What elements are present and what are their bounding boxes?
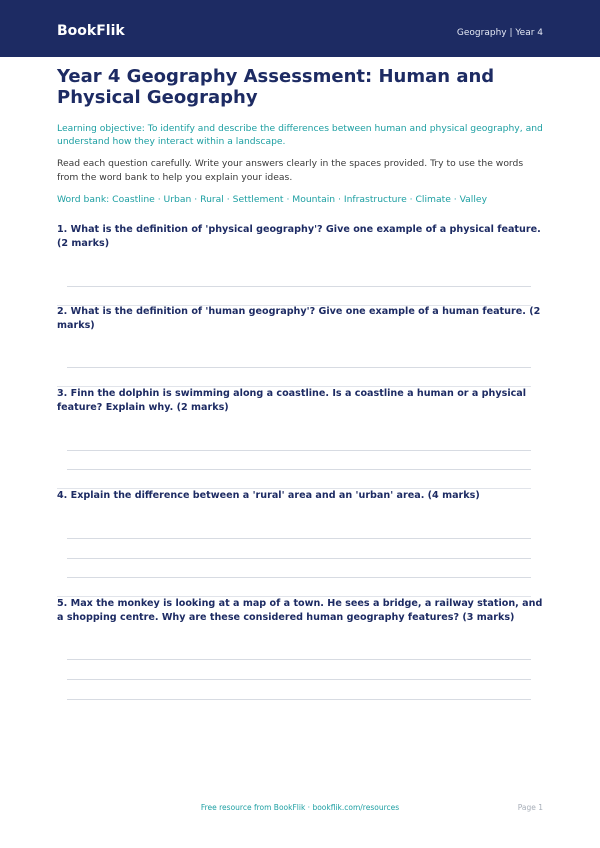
answer-line[interactable] — [67, 538, 531, 539]
word-bank: Word bank: Coastline · Urban · Rural · Settlement · Mountain · Infrastructure · Climate · Valley — [57, 194, 488, 205]
question-4: 4. Explain the difference between a 'rural' area and an 'urban' area. (4 marks) — [57, 490, 480, 501]
learning-objective: Learning objective: To identify and describe the differences between human and physical geography, and understand how they interact within a landscape. — [57, 123, 543, 147]
answer-line[interactable] — [67, 577, 531, 578]
question-2: 2. What is the definition of 'human geography'? Give one example of a human feature. (2 marks) — [57, 306, 541, 331]
page-header — [0, 0, 600, 57]
subject-year-label: Geography | Year 4 — [456, 28, 543, 38]
answer-line[interactable] — [67, 659, 531, 660]
page-number: Page 1 — [517, 803, 543, 812]
answer-line[interactable] — [67, 367, 531, 368]
answer-line[interactable] — [67, 699, 531, 700]
answer-line[interactable] — [67, 286, 531, 287]
footer-resource-link[interactable]: Free resource from BookFlik · bookflik.com/resources — [200, 803, 400, 812]
answer-line[interactable] — [67, 450, 531, 451]
answer-line[interactable] — [67, 679, 531, 680]
question-1: 1. What is the definition of 'physical geography'? Give one example of a physical feature. (2 marks) — [57, 224, 541, 249]
instructions: Read each question carefully. Write your answers clearly in the spaces provided. Try to use the words from the word bank to help you explain your ideas. — [57, 158, 524, 183]
answer-line[interactable] — [67, 469, 531, 470]
question-5: 5. Max the monkey is looking at a map of a town. He sees a bridge, a railway station, and a shopping centre. Why are these considered human geography features? (3 marks) — [57, 598, 543, 623]
brand-logo: BookFlik — [57, 23, 125, 39]
answer-line[interactable] — [67, 558, 531, 559]
page-title: Year 4 Geography Assessment: Human and Physical Geography — [57, 66, 495, 108]
question-3: 3. Finn the dolphin is swimming along a coastline. Is a coastline a human or a physical feature? Explain why. (2 marks) — [57, 388, 527, 413]
